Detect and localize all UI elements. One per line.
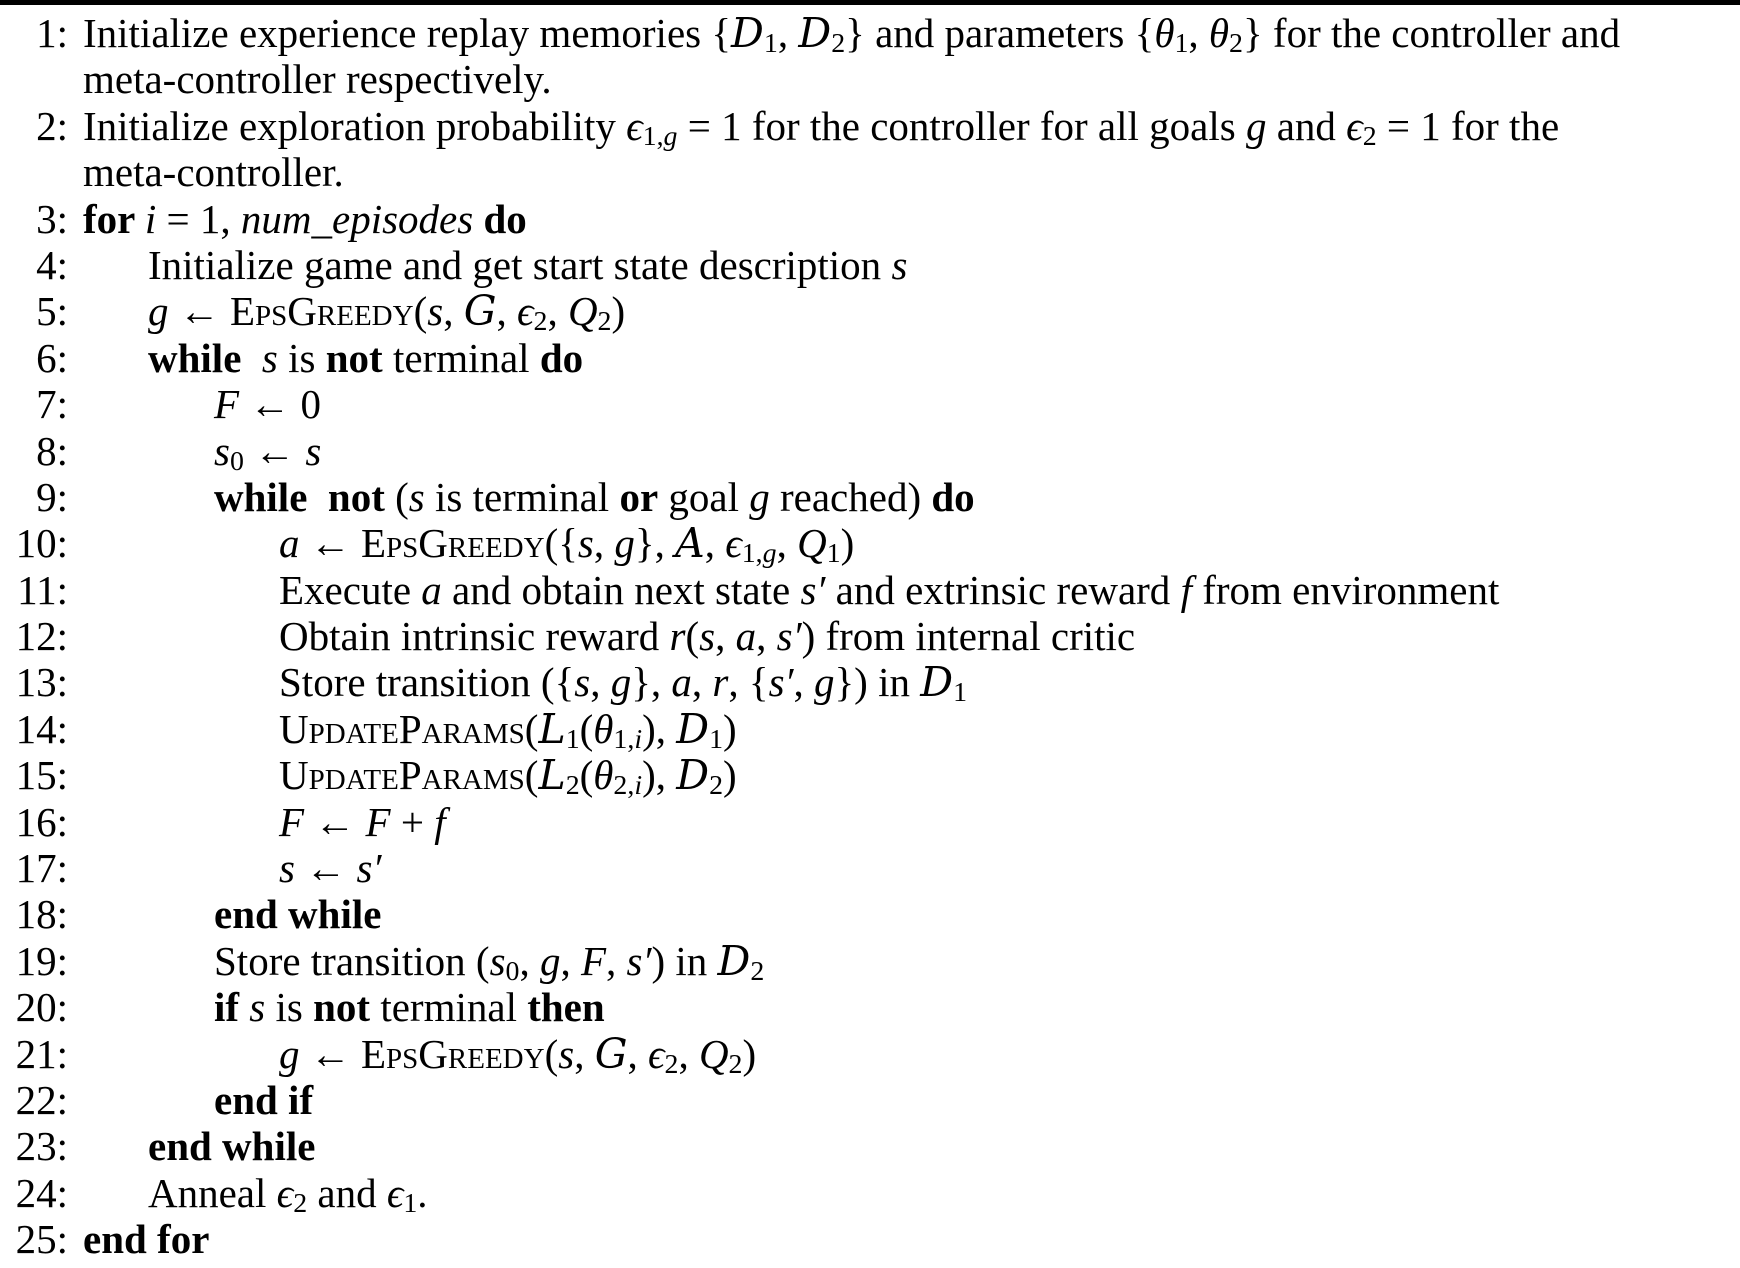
line-number: 24: (15, 1169, 68, 1216)
algorithm-line-continuation (0, 56, 1740, 102)
line-text: F ← 0 (214, 381, 322, 428)
line-number: 10: (15, 520, 68, 567)
line-text: end while (214, 891, 382, 938)
line-number: 22: (15, 1076, 68, 1123)
line-text: F ← F + f (279, 798, 446, 845)
line-text: Store transition (s0, g, F, s′) in D2 (214, 936, 765, 987)
algorithm-line (0, 799, 1740, 845)
line-text: if s is not terminal then (214, 984, 605, 1031)
algorithm-line (0, 984, 1740, 1030)
line-number: 8: (36, 427, 68, 474)
algorithm-line (0, 381, 1740, 427)
line-text: Initialize experience replay memories {D1, D2} and parameters {θ1, θ2} for the controller and (83, 9, 1621, 60)
line-number: 14: (15, 705, 68, 752)
line-text: UpdateParams(L1(θ1,i), D1) (279, 704, 737, 755)
algorithm-line (0, 1029, 1740, 1080)
line-number: 19: (15, 937, 68, 984)
algorithm-line (0, 287, 1740, 338)
algorithm-line (0, 427, 1740, 477)
algorithm-body (0, 10, 1740, 1263)
line-number: 12: (15, 613, 68, 660)
line-number: 16: (15, 798, 68, 845)
line-number: 25: (15, 1216, 68, 1263)
line-text: Store transition ({s, g}, a, r, {s′, g}) in D1 (279, 658, 968, 709)
line-text: Initialize exploration probability ϵ1,g = 1 for the controller for all goals g and ϵ2 = 1 for the (83, 102, 1560, 152)
algorithm-line (0, 1216, 1740, 1262)
line-number: 23: (15, 1123, 68, 1170)
line-number: 21: (15, 1030, 68, 1077)
line-text: a ← EpsGreedy({s, g}, A, ϵ1,g, Q1) (279, 519, 855, 570)
line-number: 11: (17, 566, 68, 613)
line-text: g ← EpsGreedy(s, G, ϵ2, Q2) (279, 1029, 757, 1080)
line-number: 1: (36, 10, 68, 56)
algorithm-line-continuation (0, 149, 1740, 195)
algorithm-line (0, 567, 1740, 613)
line-text: g ← EpsGreedy(s, G, ϵ2, Q2) (148, 287, 626, 338)
line-text: meta-controller respectively. (83, 56, 552, 103)
line-number: 3: (36, 195, 68, 242)
algorithm-top-rule (0, 0, 1740, 5)
line-number: 7: (36, 381, 68, 428)
algorithm-line (0, 9, 1740, 60)
line-number: 9: (36, 473, 68, 520)
line-text: Execute a and obtain next state s′ and extrinsic reward f from environment (279, 566, 1500, 613)
line-number: 2: (36, 102, 68, 149)
line-text: end if (214, 1076, 314, 1123)
algorithm-line (0, 242, 1740, 288)
line-text: for i = 1, num_episodes do (83, 195, 527, 242)
line-text: s ← s′ (279, 845, 382, 892)
algorithm-line (0, 751, 1740, 802)
algorithm-line (0, 891, 1740, 937)
line-text: s0 ← s (214, 427, 322, 477)
algorithm-line (0, 704, 1740, 755)
line-text: while not (s is terminal or goal g reached) do (214, 473, 975, 520)
line-text: while s is not terminal do (148, 334, 584, 381)
line-number: 6: (36, 334, 68, 381)
line-number: 18: (15, 891, 68, 938)
algorithm-line (0, 845, 1740, 891)
line-number: 5: (36, 288, 68, 335)
line-number: 20: (15, 984, 68, 1031)
line-text: end for (83, 1216, 210, 1263)
line-number: 17: (15, 845, 68, 892)
line-text: UpdateParams(L2(θ2,i), D2) (279, 751, 737, 802)
algorithm-line (0, 335, 1740, 381)
algorithm-line (0, 196, 1740, 242)
line-text: Obtain intrinsic reward r(s, a, s′) from internal critic (279, 613, 1136, 660)
algorithm-line (0, 102, 1740, 152)
line-number: 13: (15, 659, 68, 706)
algorithm-line (0, 519, 1740, 570)
line-number: 4: (36, 241, 68, 288)
algorithm-line (0, 613, 1740, 659)
algorithm-line (0, 1169, 1740, 1219)
line-number: 15: (15, 752, 68, 799)
line-text: Initialize game and get start state description s (148, 241, 908, 288)
algorithm-line (0, 936, 1740, 987)
line-text: Anneal ϵ2 and ϵ1. (148, 1169, 428, 1219)
algorithm-line (0, 1123, 1740, 1169)
algorithm-line (0, 474, 1740, 520)
line-text: meta-controller. (83, 149, 344, 196)
algorithm-line (0, 1077, 1740, 1123)
algorithm-line (0, 658, 1740, 709)
line-text: end while (148, 1123, 316, 1170)
